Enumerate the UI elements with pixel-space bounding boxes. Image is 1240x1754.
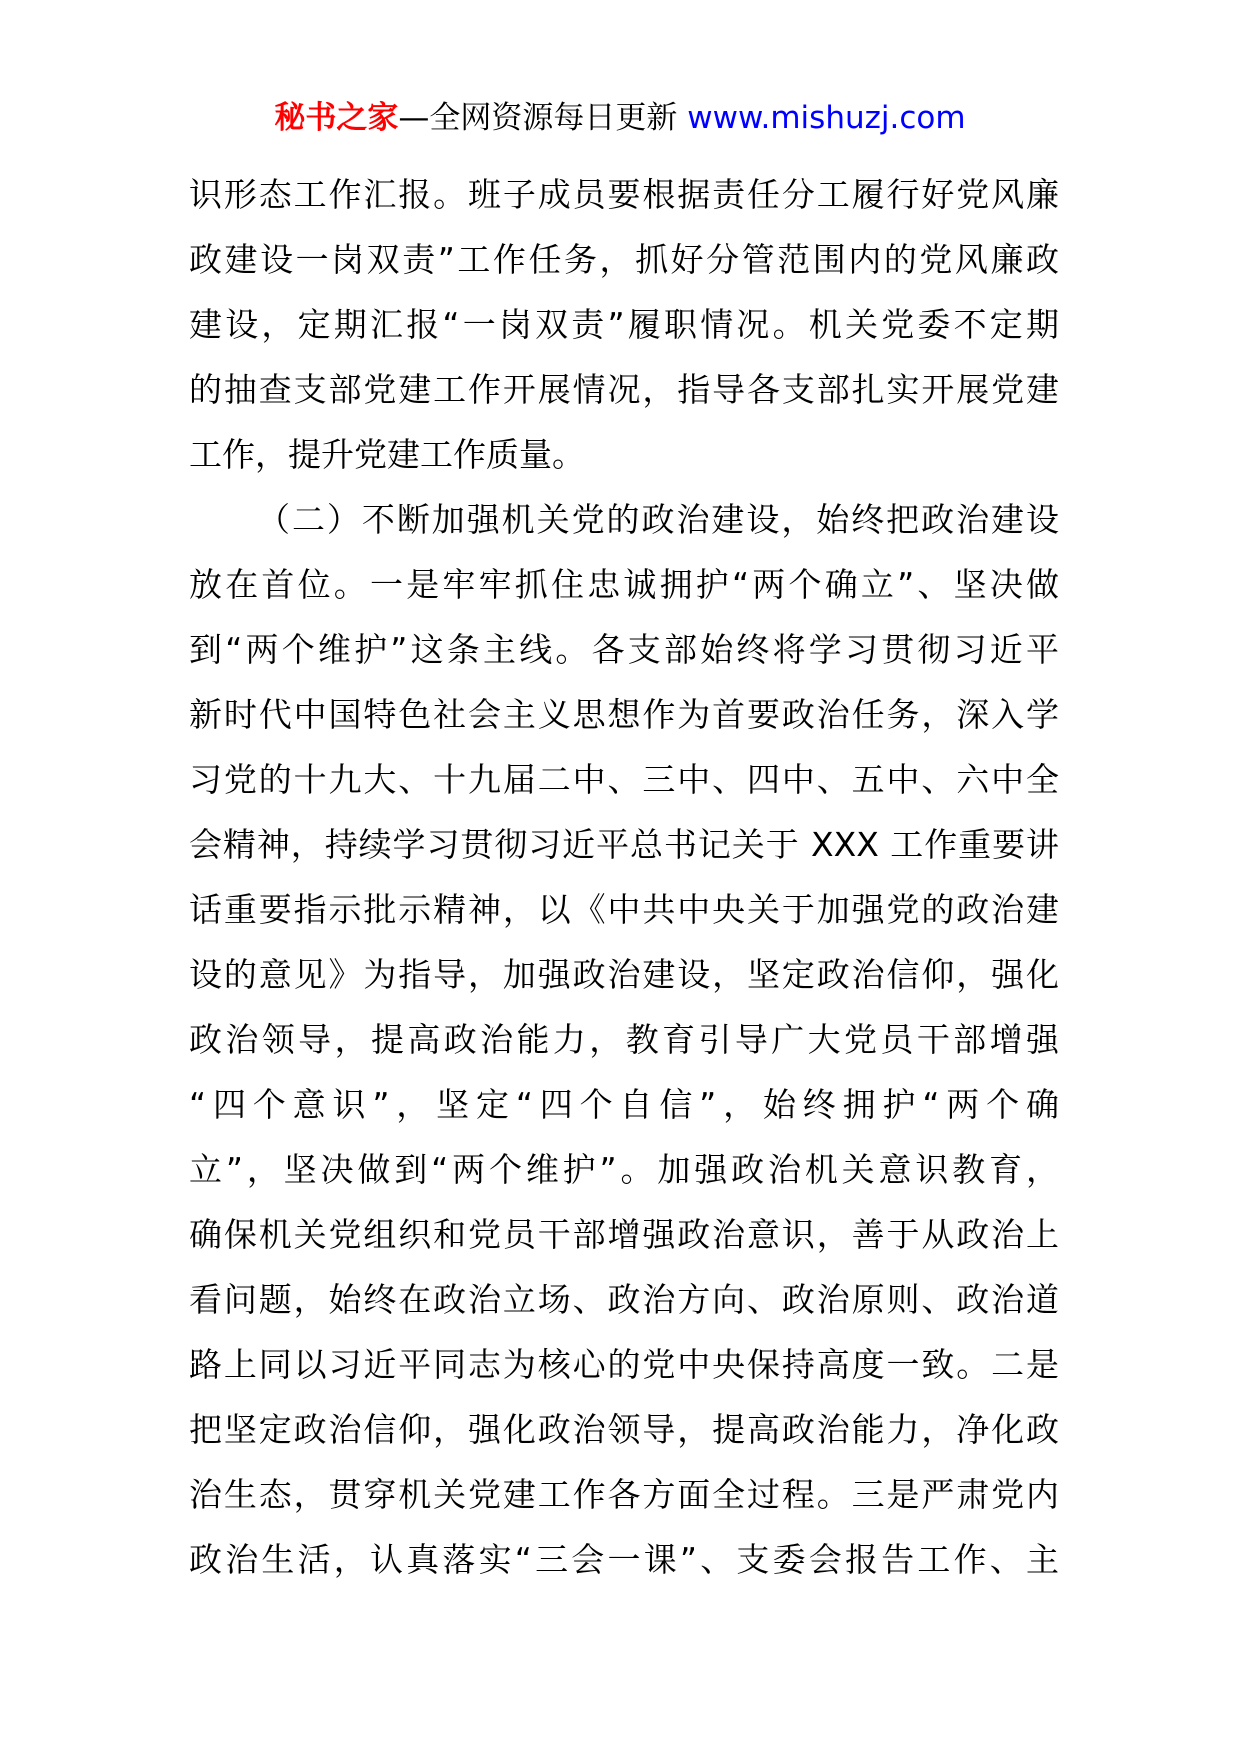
text-line: 把坚定政治信仰，强化政治领导，提高政治能力，净化政 [189,1410,1059,1449]
watermark-header [0,98,1240,138]
site-slogan: —全网资源每日更新 [398,100,688,136]
text-line: 放在首位。一是牢牢抓住忠诚拥护“两个确立”、坚决做 [189,565,1059,604]
section-heading-line: （二）不断加强机关党的政治建设，始终把政治建设 [257,500,1059,539]
site-url-link[interactable]: www.mishuzj.com [687,100,966,136]
text-line: “四个意识”，坚定“四个自信”，始终拥护“两个确 [189,1085,1059,1124]
text-line: 到“两个维护”这条主线。各支部始终将学习贯彻习近平 [189,630,1059,669]
site-name: 秘书之家 [274,100,399,136]
text-line: 的抽查支部党建工作开展情况，指导各支部扎实开展党建 [189,370,1059,409]
text-line: 话重要指示批示精神，以《中共中央关于加强党的政治建 [189,890,1059,929]
text-line: 识形态工作汇报。班子成员要根据责任分工履行好党风廉 [189,175,1059,214]
text-line: 设的意见》为指导，加强政治建设，坚定政治信仰，强化 [189,955,1059,994]
text-line: 立”，坚决做到“两个维护”。加强政治机关意识教育， [189,1150,1059,1189]
text-line: 治生态，贯穿机关党建工作各方面全过程。三是严肃党内 [189,1475,1059,1514]
text-line: 会精神，持续学习贯彻习近平总书记关于 XXX 工作重要讲 [189,825,1059,864]
text-line: 路上同以习近平同志为核心的党中央保持高度一致。二是 [189,1345,1059,1384]
text-line: 新时代中国特色社会主义思想作为首要政治任务，深入学 [189,695,1059,734]
text-line: 政治领导，提高政治能力，教育引导广大党员干部增强 [189,1020,1059,1059]
document-body [189,162,1059,1592]
text-line: 习党的十九大、十九届二中、三中、四中、五中、六中全 [189,760,1059,799]
text-line: 政治生活，认真落实“三会一课”、支委会报告工作、主 [189,1540,1059,1579]
text-line: 看问题，始终在政治立场、政治方向、政治原则、政治道 [189,1280,1059,1319]
text-line: 政建设一岗双责”工作任务，抓好分管范围内的党风廉政 [189,240,1059,279]
text-line: 建设，定期汇报“一岗双责”履职情况。机关党委不定期 [189,305,1059,344]
text-line: 工作，提升党建工作质量。 [189,435,585,474]
text-line: 确保机关党组织和党员干部增强政治意识，善于从政治上 [189,1215,1059,1254]
